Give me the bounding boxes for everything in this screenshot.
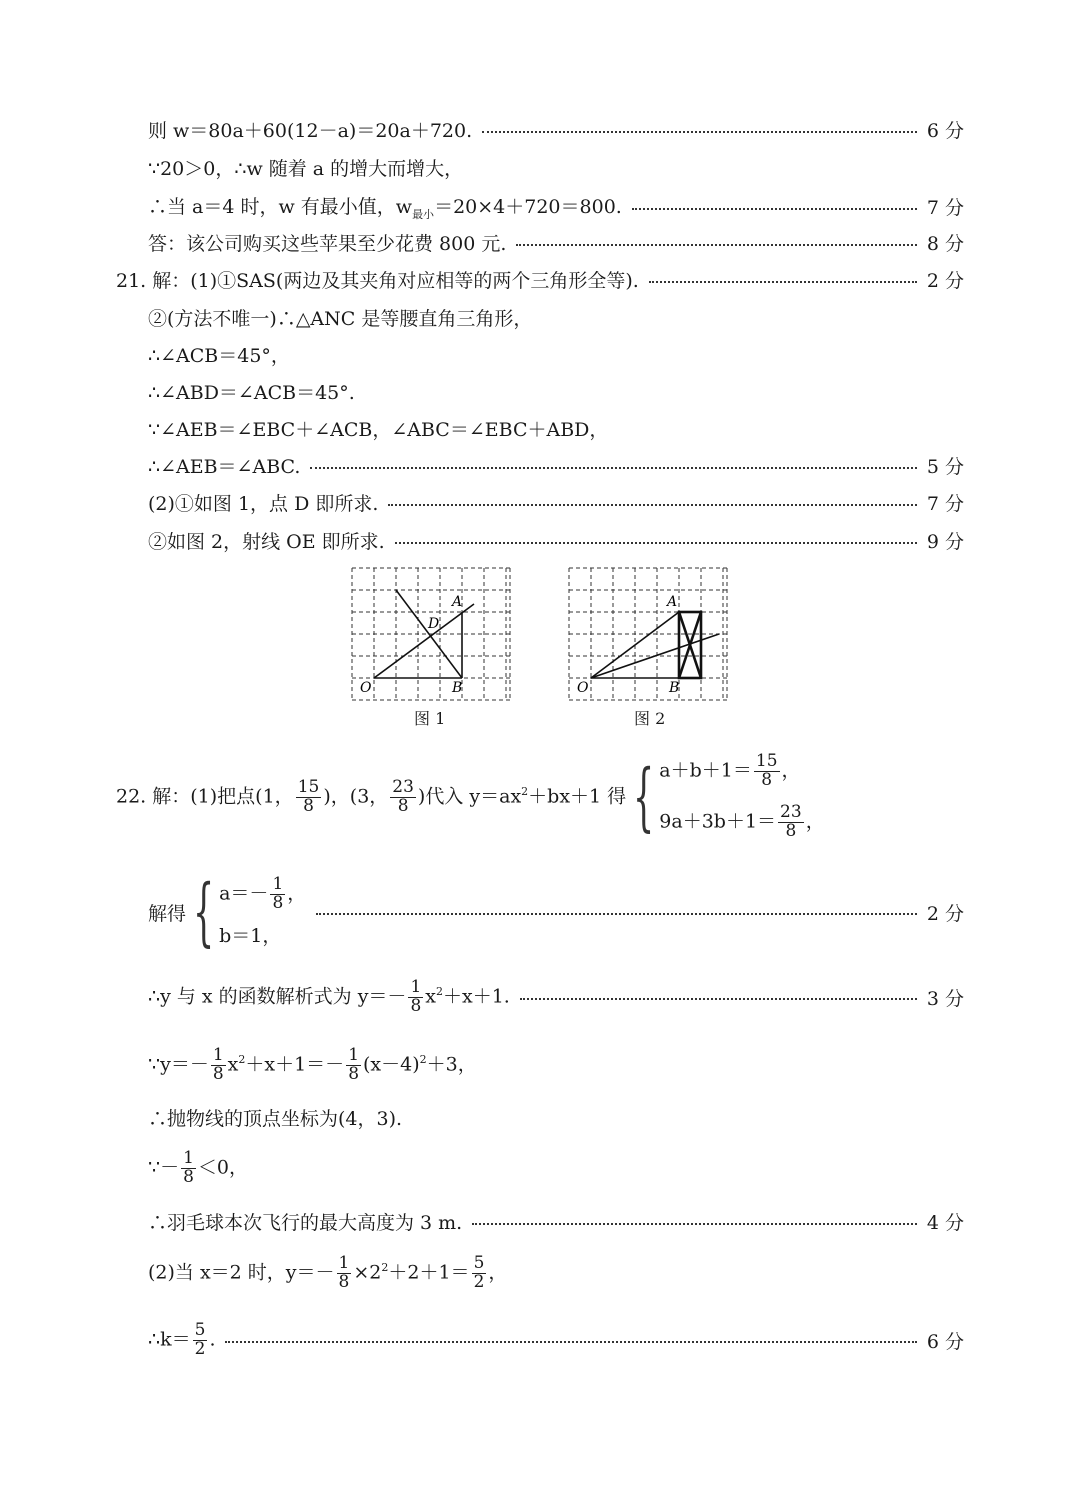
figure-2-grid (563, 564, 735, 704)
label-d: D (428, 616, 440, 632)
text: 答：该公司购买这些苹果至少花费 800 元. (148, 233, 507, 255)
q22-line-7 (148, 1208, 964, 1235)
q20-line-4 (148, 229, 964, 256)
q22-line-5 (148, 1104, 964, 1131)
score: 8 分 (926, 233, 964, 255)
text: ∴羽毛球本次飞行的最大高度为 3 m. (148, 1212, 463, 1234)
brace: { (192, 869, 215, 955)
dot-leader (225, 1341, 916, 1343)
text-part: ＝20×4＋720＝800. (434, 196, 622, 218)
segment-oa-extended (374, 604, 474, 678)
solution-system: a＝－ $\frac{1}{8}$ ， b＝1， (219, 874, 307, 947)
text: ∵－ $\frac{1}{8}$ ＜0， (148, 1147, 249, 1187)
q22-line-2 (148, 862, 964, 962)
text-part: 代入 y＝ax (425, 785, 522, 807)
text: ∴k＝ $\frac{5}{2}$ . (148, 1319, 216, 1359)
figure-1-grid (346, 564, 518, 704)
text: 22. 解：(1)把点(1， $\frac{15}{8}$ )，(3， $\frac{23}{8}$ )代入 $y=ax^2+bx+1$ 得 (116, 776, 627, 816)
fraction: $\frac{15}{8}$ (297, 776, 320, 816)
q21-line-7 (148, 489, 964, 516)
q22-line-9 (148, 1315, 964, 1365)
text: ∴∠AEB＝∠ABC. (148, 456, 301, 478)
q21-line-1 (116, 266, 964, 293)
text: (2)①如图 1，点 D 即所求. (148, 493, 379, 515)
q21-line-4 (148, 378, 964, 405)
text-part: 22. 解：(1)把点 (116, 785, 256, 807)
score: 9 分 (926, 531, 964, 553)
text-part: 3， (357, 785, 389, 807)
text: ②如图 2，射线 OE 即所求. (148, 531, 385, 553)
label-b: B (452, 680, 463, 696)
text: ∴y 与 x 的函数解析式为 y＝－ $\frac{1}{8}$ $x^2+x+1$. (148, 976, 510, 1016)
figure-1-caption: 图 1 (414, 709, 446, 728)
dot-leader (482, 131, 917, 133)
text: ∴抛物线的顶点坐标为(4，3). (148, 1108, 403, 1130)
q20-line-2 (148, 154, 964, 181)
label-o: O (577, 680, 589, 696)
text-part: ， (330, 785, 350, 807)
subscript: 最小 (412, 207, 435, 221)
score: 3 分 (926, 987, 964, 1010)
text (148, 192, 622, 222)
q21-line-6 (148, 452, 964, 479)
dot-leader (310, 467, 916, 469)
text: ∵y＝－ $\frac{1}{8}$ $x^2+x+1=-$ $\frac{1}{8}$ $(x-4)^2+3$， (148, 1044, 477, 1084)
text: ∵20＞0，∴w 随着 a 的增大而增大， (148, 158, 464, 180)
text: ∵∠AEB＝∠EBC＋∠ACB，∠ABC＝∠EBC＋ABD， (148, 419, 609, 441)
text: 21. 解：(1)①SAS(两边及其夹角对应相等的两个三角形全等). (116, 270, 639, 292)
q20-line-1 (148, 116, 964, 143)
label-a: A (667, 594, 678, 610)
q21-line-5 (148, 415, 964, 442)
dot-leader (388, 504, 916, 506)
score: 7 分 (926, 493, 964, 515)
rectangle-construction (679, 612, 701, 678)
q22-line-1 (116, 742, 964, 852)
score: 7 分 (926, 197, 964, 220)
q21-line-3 (148, 341, 964, 368)
q22-line-6 (148, 1143, 964, 1193)
superscript: 2 (521, 784, 529, 798)
text: ∴∠ACB＝45°， (148, 345, 290, 367)
q22-line-8 (148, 1248, 964, 1298)
dot-leader (632, 208, 917, 210)
text-part: 1， (262, 785, 294, 807)
q21-line-8 (148, 527, 964, 554)
dot-leader (649, 281, 917, 283)
text: ∴∠ABD＝∠ACB＝45°. (148, 382, 355, 404)
label-b: B (669, 680, 680, 696)
dot-leader (520, 998, 917, 1000)
text: (2)当 x＝2 时，y＝－ $\frac{1}{8}$ $\times 2^2+2+1=$ $\frac{5}{2}$ ， (148, 1252, 508, 1292)
label-o: O (360, 680, 372, 696)
text: ②(方法不唯一)∴△ANC 是等腰直角三角形， (148, 308, 533, 330)
score: 2 分 (926, 902, 964, 925)
q20-line-3 (148, 192, 964, 222)
label-a: A (452, 594, 463, 610)
score: 2 分 (926, 270, 964, 292)
score: 6 分 (926, 120, 964, 142)
dot-leader (472, 1223, 917, 1225)
text: 解得 (148, 902, 187, 925)
q22-line-3 (148, 972, 964, 1022)
dot-leader (516, 244, 916, 246)
figure-2-caption: 图 2 (634, 709, 666, 728)
score: 5 分 (926, 456, 964, 478)
text: 则 w＝80a＋60(12－a)＝20a＋720. (148, 120, 473, 142)
score: 4 分 (926, 1212, 964, 1234)
fraction: $\frac{23}{8}$ (392, 776, 414, 816)
q22-line-4 (148, 1040, 964, 1090)
text-part: ＋bx＋1 得 (528, 785, 627, 807)
equation-system: a＋b＋1＝ $\frac{15}{8}$ ， 9a＋3b＋1＝ $\frac{23}{8}$ ， (659, 751, 825, 841)
dot-leader (316, 913, 917, 915)
text-part: ∴当 a＝4 时，w 有最小值，w (148, 196, 413, 218)
dot-leader (395, 542, 917, 544)
brace: { (633, 754, 655, 840)
score: 6 分 (926, 1330, 964, 1353)
q21-line-2 (148, 304, 964, 331)
